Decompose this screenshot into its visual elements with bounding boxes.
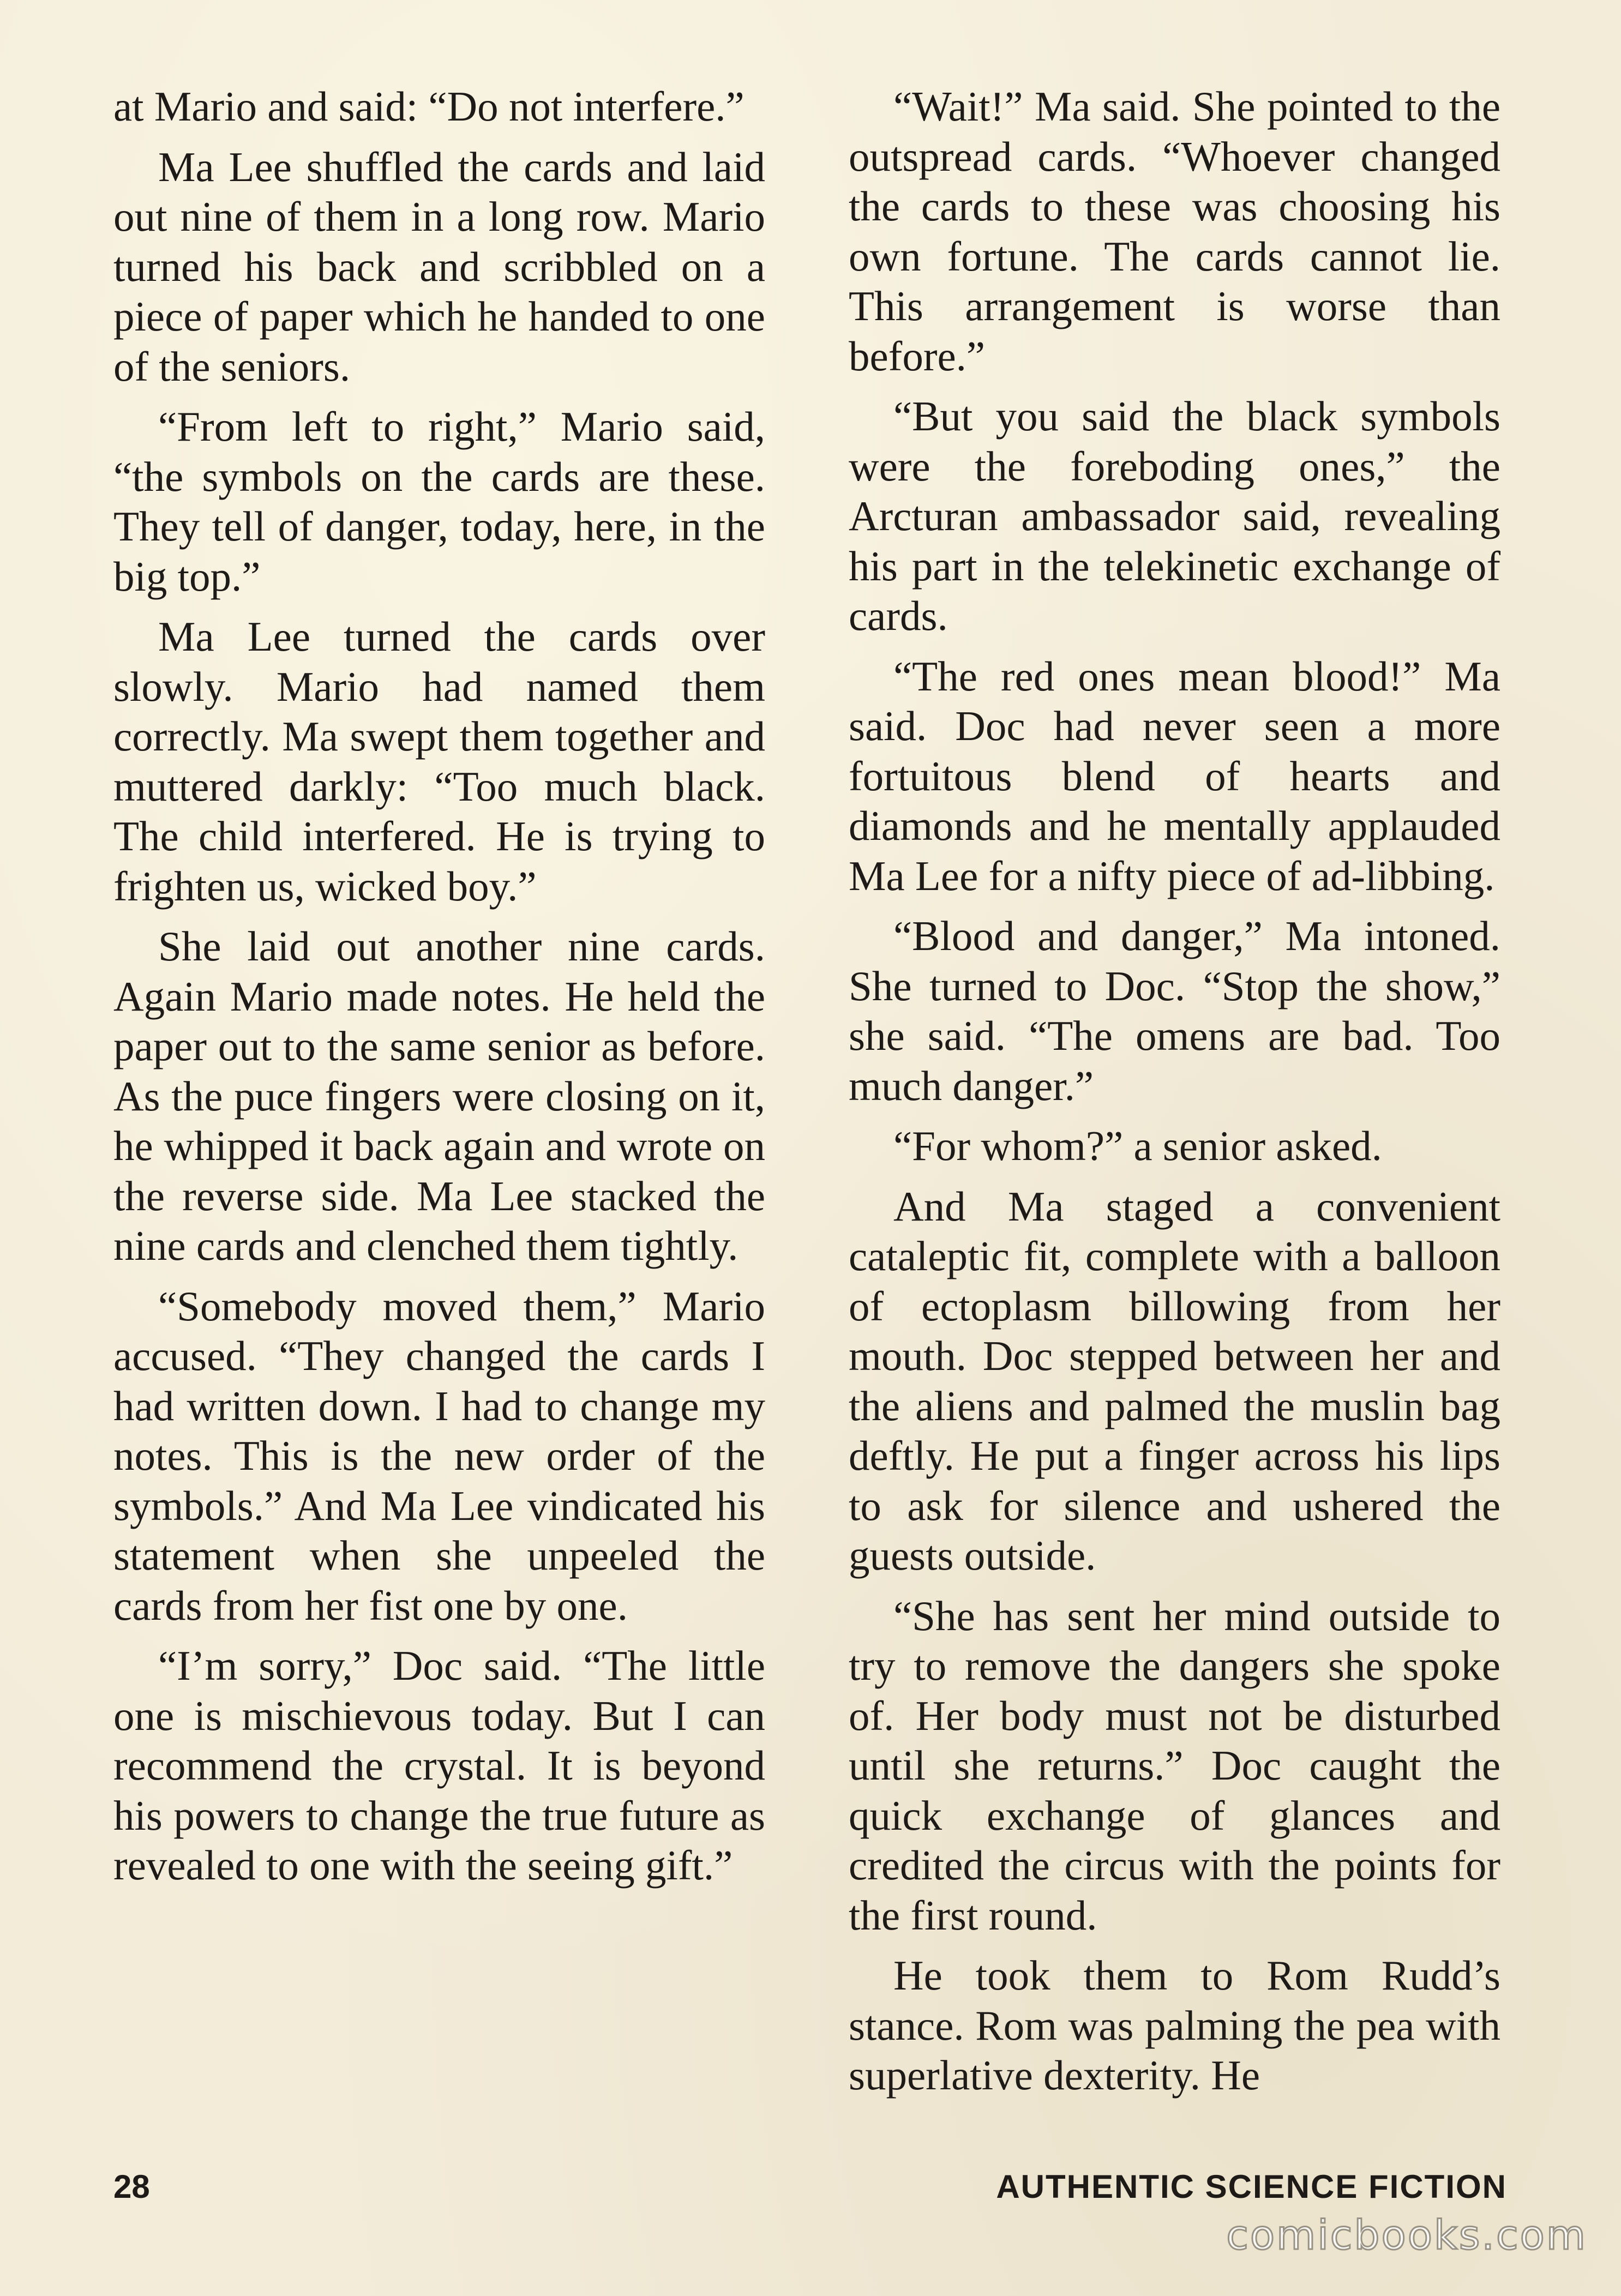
paragraph: Ma Lee shuffled the cards and laid out nine of them in a long row. Mario turned his back and scribbled on a piece of paper which he handed to one of the seniors. [113, 143, 765, 390]
paragraph: “Somebody moved them,” Mario accused. “They changed the cards I had written down. I had to change my notes. This is the new order of the symbols.” And Ma Lee vindicated his statement when she unpeeled the cards from her fist one by one. [113, 1282, 765, 1629]
paragraph: “The red ones mean blood!” Ma said. Doc had never seen a more fortuitous blend of hearts and diamonds and he mentally applauded Ma Lee for a nifty piece of ad-libbing. [849, 652, 1500, 899]
paragraph: “She has sent her mind outside to try to remove the dangers she spoke of. Her body must not be disturbed until she returns.” Doc caught the quick exchange of glances and credited the circus with the points for the first round. [849, 1592, 1500, 1939]
right-text-column [849, 82, 1500, 2101]
paragraph: “Wait!” Ma said. She pointed to the outspread cards. “Whoever changed the cards to these was choosing his own fortune. The cards cannot lie. This arrangement is worse than before.” [849, 83, 1500, 380]
paragraph: She laid out another nine cards. Again Mario made notes. He held the paper out to the same senior as before. As the puce fingers were closing on it, he whipped it back again and wrote on the reverse side. Ma Lee stacked the nine cards and clenched them tightly. [113, 923, 765, 1269]
left-text-column [113, 82, 765, 1891]
paragraph: “But you said the black symbols were the foreboding ones,” the Arcturan ambassador said, revealing his part in the telekinetic exchange of cards. [849, 393, 1500, 639]
paragraph: And Ma staged a convenient cataleptic fit, complete with a balloon of ectoplasm billowing from her mouth. Doc stepped between her and the aliens and palmed the muslin bag deftly. He put a finger across his lips to ask for silence and ushered the guests outside. [849, 1182, 1500, 1579]
paragraph: “Blood and danger,” Ma intoned. She turned to Doc. “Stop the show,” she said. “The omens are bad. Too much danger.” [849, 912, 1500, 1109]
paragraph: “For whom?” a senior asked. [893, 1122, 1382, 1169]
paragraph: Ma Lee turned the cards over slowly. Mario had named them correctly. Ma swept them together and muttered darkly: “Too much black. The child interfered. He is trying to frighten us, wicked boy.” [113, 613, 765, 910]
watermark: comicbooks.com [1226, 2212, 1587, 2259]
paragraph: at Mario and said: “Do not interfere.” [113, 83, 745, 130]
paragraph: “I’m sorry,” Doc said. “The little one is mischievous today. But I can recommend the crystal. It is beyond his powers to change the true future as revealed to one with the seeing gift.” [113, 1642, 765, 1889]
paragraph: He took them to Rom Rudd’s stance. Rom was palming the pea with superlative dexterity. He [849, 1952, 1500, 2099]
running-title: AUTHENTIC SCIENCE FICTION [996, 2168, 1507, 2205]
paragraph: “From left to right,” Mario said, “the symbols on the cards are these. They tell of danger, today, here, in the big top.” [113, 403, 765, 600]
page-number: 28 [113, 2168, 150, 2205]
